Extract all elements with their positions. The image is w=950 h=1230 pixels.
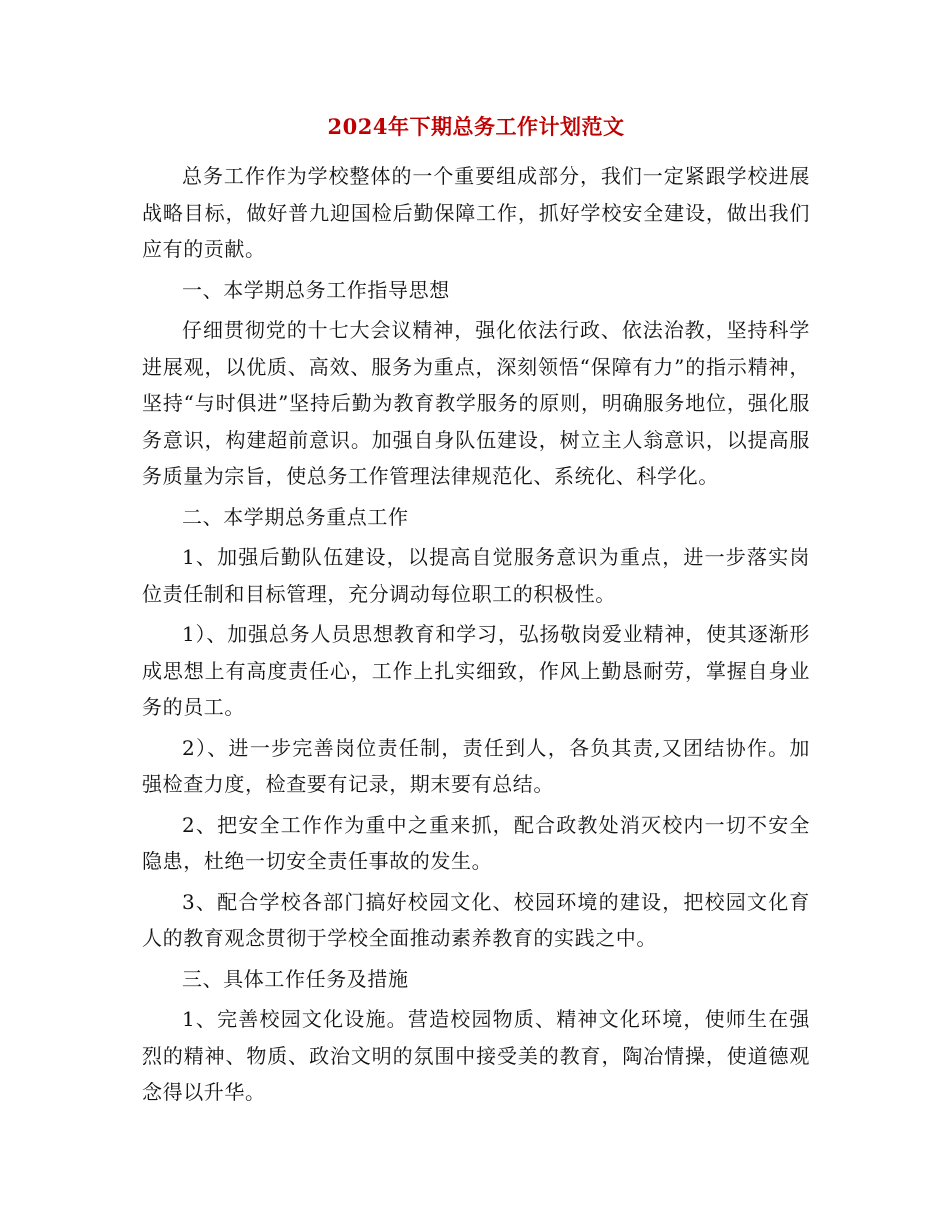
paragraph-specific-tasks-1: 1、完善校园文化设施。营造校园物质、精神文化环境，使师生在强烈的精神、物质、政治文明的氛围中接受美的教育，陶冶情操，使道德观念得以升华。 xyxy=(142,1007,810,1104)
heading-key-work: 二、本学期总务重点工作 xyxy=(182,504,409,529)
paragraph-key-work-3: 3、配合学校各部门搞好校园文化、校园环境的建设，把校园文化育人的教育观念贯彻于学校全面推动素养教育的实践之中。 xyxy=(142,889,810,950)
paragraph-key-work-1-2: 2）、进一步完善岗位责任制，责任到人，各负其责,又团结协作。加强检查力度，检查要有记录，期末要有总结。 xyxy=(142,735,810,796)
paragraph-intro: 总务工作作为学校整体的一个重要组成部分，我们一定紧跟学校进展战略目标，做好普九迎国检后勤保障工作，抓好学校安全建设，做出我们应有的贡献。 xyxy=(142,164,810,261)
paragraph-key-work-2: 2、把安全工作作为重中之重来抓，配合政教处消灭校内一切不安全隐患，杜绝一切安全责任事故的发生。 xyxy=(142,812,810,873)
heading-guiding-ideology: 一、本学期总务工作指导思想 xyxy=(182,277,450,302)
document-title: 2024年下期总务工作计划范文 xyxy=(327,114,625,139)
document-page xyxy=(142,112,810,1115)
heading-specific-tasks: 三、具体工作任务及措施 xyxy=(182,966,409,991)
paragraph-key-work-1: 1、加强后勤队伍建设，以提高自觉服务意识为重点，进一步落实岗位责任制和目标管理，充分调动每位职工的积极性。 xyxy=(142,545,810,606)
paragraph-guiding-ideology: 仔细贯彻党的十七大会议精神，强化依法行政、依法治教，坚持科学进展观，以优质、高效、服务为重点，深刻领悟“保障有力”的指示精神，坚持“与时俱进”坚持后勤为教育教学服务的原则，明确服务地位，强化服务意识，构建超前意识。加强自身队伍建设，树立主人翁意识，以提高服务质量为宗旨，使总务工作管理法律规范化、系统化、科学化。 xyxy=(142,318,810,488)
paragraph-key-work-1-1: 1）、加强总务人员思想教育和学习，弘扬敬岗爱业精神，使其逐渐形成思想上有高度责任心，工作上扎实细致，作风上勤恳耐劳，掌握自身业务的员工。 xyxy=(142,622,810,719)
